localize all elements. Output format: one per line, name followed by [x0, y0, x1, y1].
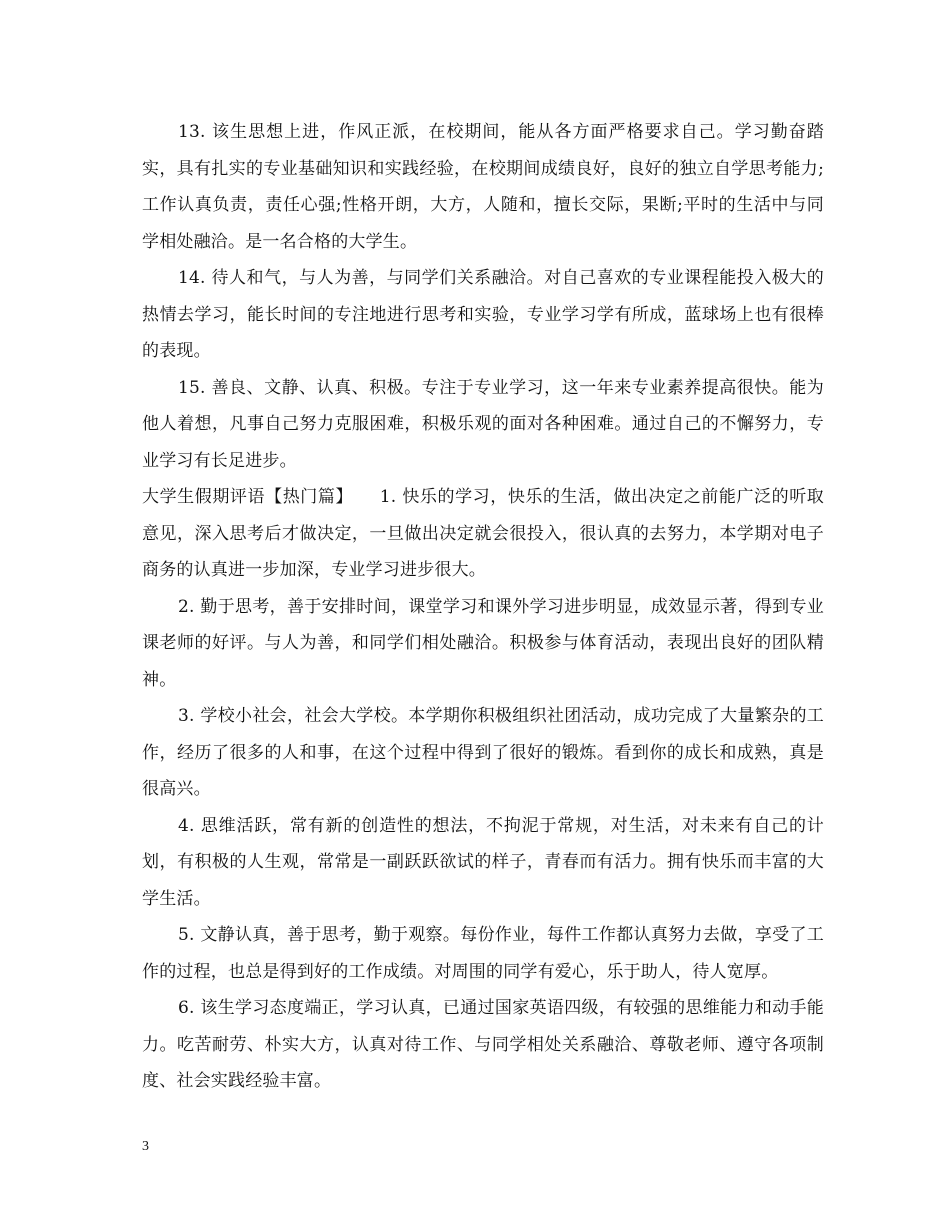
paragraph-5: 5. 文静认真，善于思考，勤于观察。每份作业，每件工作都认真努力去做，享受了工作的过程，也总是得到好的工作成绩。对周围的同学有爱心，乐于助人，待人宽厚。 [142, 925, 824, 982]
paragraph-4: 4. 思维活跃，常有新的创造性的想法，不拘泥于常规，对生活，对未来有自己的计划，有积极的人生观，常常是一副跃跃欲试的样子，青春而有活力。拥有快乐而丰富的大学生活。 [142, 815, 824, 909]
document-body [142, 114, 824, 1100]
paragraph-2: 2. 勤于思考，善于安排时间，课堂学习和课外学习进步明显，成效显示著，得到专业课老师的好评。与人为善，和同学们相处融洽。积极参与体育活动，表现出良好的团队精神。 [142, 596, 824, 690]
paragraph-6: 6. 该生学习态度端正，学习认真，已通过国家英语四级，有较强的思维能力和动手能力。吃苦耐劳、朴实大方，认真对待工作、与同学相处关系融洽、尊敬老师、遵守各项制度、社会实践经验丰富。 [142, 998, 824, 1091]
paragraph-14: 14. 待人和气，与人为善，与同学们关系融洽。对自己喜欢的专业课程能投入极大的热情去学习，能长时间的专注地进行思考和实验，专业学习学有所成，蓝球场上也有很棒的表现。 [142, 268, 824, 361]
paragraph-13: 13. 该生思想上进，作风正派，在校期间，能从各方面严格要求自己。学习勤奋踏实，具有扎实的专业基础知识和实践经验，在校期间成绩良好，良好的独立自学思考能力;工作认真负责，责任心强;性格开朗，大方，人随和，擅长交际，果断;平时的生活中与同学相处融洽。是一名合格的大学生。 [142, 122, 824, 252]
page-number: 3 [142, 1139, 149, 1154]
paragraph-3: 3. 学校小社会，社会大学校。本学期你积极组织社团活动，成功完成了大量繁杂的工作，经历了很多的人和事，在这个过程中得到了很好的锻炼。看到你的成长和成熟，真是很高兴。 [142, 706, 824, 799]
section-heading-paragraph: 大学生假期评语【热门篇】 1. 快乐的学习，快乐的生活，做出决定之前能广泛的听取意见，深入思考后才做决定，一旦做出决定就会很投入，很认真的去努力，本学期对电子商务的认真进一步加深，专业学习进步很大。 [142, 487, 824, 580]
paragraph-15: 15. 善良、文静、认真、积极。专注于专业学习，这一年来专业素养提高很快。能为他人着想，凡事自己努力克服困难，积极乐观的面对各种困难。通过自己的不懈努力，专业学习有长足进步。 [142, 377, 824, 471]
